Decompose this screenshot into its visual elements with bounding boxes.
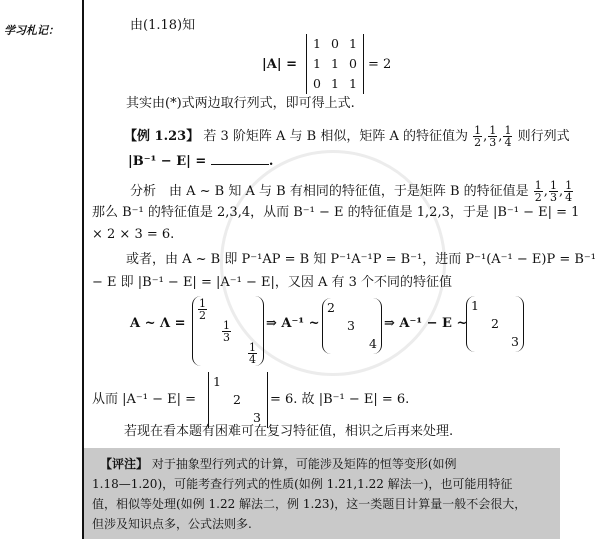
- implies-inverse-minus-e: ⇒ A⁻¹ − E ~: [384, 316, 468, 331]
- det-cell: 0: [349, 56, 357, 71]
- frac-num: 1: [474, 124, 482, 137]
- fraction-half: [534, 180, 543, 203]
- inv-entry: 3: [347, 318, 355, 333]
- frac-den: 2: [199, 309, 206, 322]
- final-determinant: [208, 372, 268, 428]
- det-cell: 0: [313, 76, 321, 91]
- fraction-quarter: [503, 125, 512, 148]
- fraction-third: [549, 180, 558, 203]
- comma: ,: [543, 184, 548, 199]
- comment-line-3: 值，相似等处理(如例 1.22 解法二，例 1.23)，这一类题目计算量一般不会很大，: [92, 497, 527, 511]
- frac-den: 2: [534, 191, 542, 204]
- frac-num: 1: [534, 179, 542, 192]
- comma: ,: [498, 129, 503, 144]
- example-line-2: |B⁻¹ − E| = .: [128, 154, 274, 169]
- inv-entry: 2: [327, 300, 335, 315]
- det-cell: 1: [331, 56, 339, 71]
- fraction-third: [488, 125, 497, 148]
- frac-num: 1: [199, 297, 206, 310]
- det-matrix: [306, 34, 364, 94]
- example-text: 若 3 阶矩阵 A 与 B 相似，矩阵 A 的特征值为: [203, 129, 469, 144]
- analysis-text: 分析 由 A ~ B 知 A 与 B 有相同的特征值，于是矩阵 B 的特征值是: [130, 184, 529, 199]
- frac-num: 1: [549, 179, 557, 192]
- comment-line-4: 但涉及知识点多，公式法则多.: [92, 517, 252, 531]
- invE-entry: 3: [511, 334, 519, 349]
- comment-box: [84, 448, 560, 539]
- derive-line: 其实由(*)式两边取行列式，即可得上式.: [126, 96, 355, 111]
- comment-text: 对于抽象型行列式的计算，可能涉及矩阵的恒等变形(如例: [151, 457, 457, 471]
- frac-num: 1: [223, 319, 230, 332]
- lambda-matrix: [192, 296, 264, 366]
- comment-tag: 【评注】: [100, 457, 149, 471]
- frac-num: 1: [504, 124, 512, 137]
- example-tag: 【例 1.23】: [124, 129, 200, 144]
- example-line-1: [124, 125, 570, 148]
- lambda-entry: [198, 298, 207, 321]
- det-cell: 0: [331, 36, 339, 51]
- analysis-line-1: [130, 180, 574, 203]
- invE-entry: 2: [491, 316, 499, 331]
- analysis-line-3: × 2 × 3 = 6.: [92, 227, 175, 242]
- inverse-minus-e-matrix: [466, 296, 524, 352]
- example-question: |B⁻¹ − E| =: [128, 154, 207, 169]
- det-lhs: |A| =: [262, 57, 297, 72]
- det-cell: 1: [349, 76, 357, 91]
- det-cell: 1: [313, 36, 321, 51]
- frac-num: 1: [565, 179, 573, 192]
- det-cell: 1: [331, 76, 339, 91]
- inverse-matrix: [322, 298, 382, 354]
- intro-line: 由(1.18)知: [130, 18, 196, 33]
- from-rhs: = 6. 故 |B⁻¹ − E| = 6.: [270, 392, 410, 407]
- from-lhs: 从而 |A⁻¹ − E| =: [92, 392, 197, 407]
- comment-line-2: 1.18—1.20)，可能考查行列式的性质(如例 1.21,1.22 解法一)，也可能用特征: [92, 477, 513, 491]
- lambda-entry: [248, 342, 257, 365]
- fraction-half: [473, 125, 482, 148]
- comment-line-1: [100, 456, 457, 472]
- comma: ,: [558, 184, 564, 199]
- frac-num: 1: [249, 341, 256, 354]
- comma: ,: [483, 129, 488, 144]
- advice-line: 若现在看本题有困难可在复习特征值，相识之后再来处理.: [124, 424, 454, 439]
- lambda-entry: [222, 320, 231, 343]
- analysis-line-2: 那么 B⁻¹ 的特征值是 2,3,4，从而 B⁻¹ − E 的特征值是 1,2,3，于是 |B⁻¹ − E| = 1: [92, 205, 580, 220]
- frac-den: 3: [223, 331, 230, 344]
- final-entry: 3: [253, 410, 261, 425]
- example-text-end: 则行列式: [517, 129, 570, 144]
- frac-den: 3: [489, 136, 497, 149]
- det-cell: 1: [313, 56, 321, 71]
- inv-entry: 4: [369, 336, 377, 351]
- frac-den: 4: [504, 136, 512, 149]
- invE-entry: 1: [471, 298, 479, 313]
- sidebar-label: 学习札记：: [4, 24, 59, 37]
- frac-den: 2: [474, 136, 482, 149]
- alt-line-2: − E 即 |B⁻¹ − E| = |A⁻¹ − E|，又因 A 有 3 个不同的特征值: [92, 275, 453, 290]
- fraction-quarter: [564, 180, 573, 203]
- implies-inverse: ⇒ A⁻¹ ~: [266, 316, 320, 331]
- det-cell: 1: [349, 36, 357, 51]
- frac-num: 1: [489, 124, 497, 137]
- frac-den: 3: [549, 191, 557, 204]
- frac-den: 4: [249, 353, 256, 366]
- answer-blank: [211, 152, 269, 165]
- frac-den: 4: [565, 191, 573, 204]
- similar-lhs: A ~ Λ =: [130, 316, 186, 331]
- final-entry: 2: [233, 392, 241, 407]
- final-entry: 1: [213, 374, 221, 389]
- det-rhs: = 2: [368, 57, 392, 72]
- alt-line-1: 或者，由 A ~ B 即 P⁻¹AP = B 知 P⁻¹A⁻¹P = B⁻¹，进而 P⁻¹(A⁻¹ − E)P = B⁻¹: [126, 252, 596, 267]
